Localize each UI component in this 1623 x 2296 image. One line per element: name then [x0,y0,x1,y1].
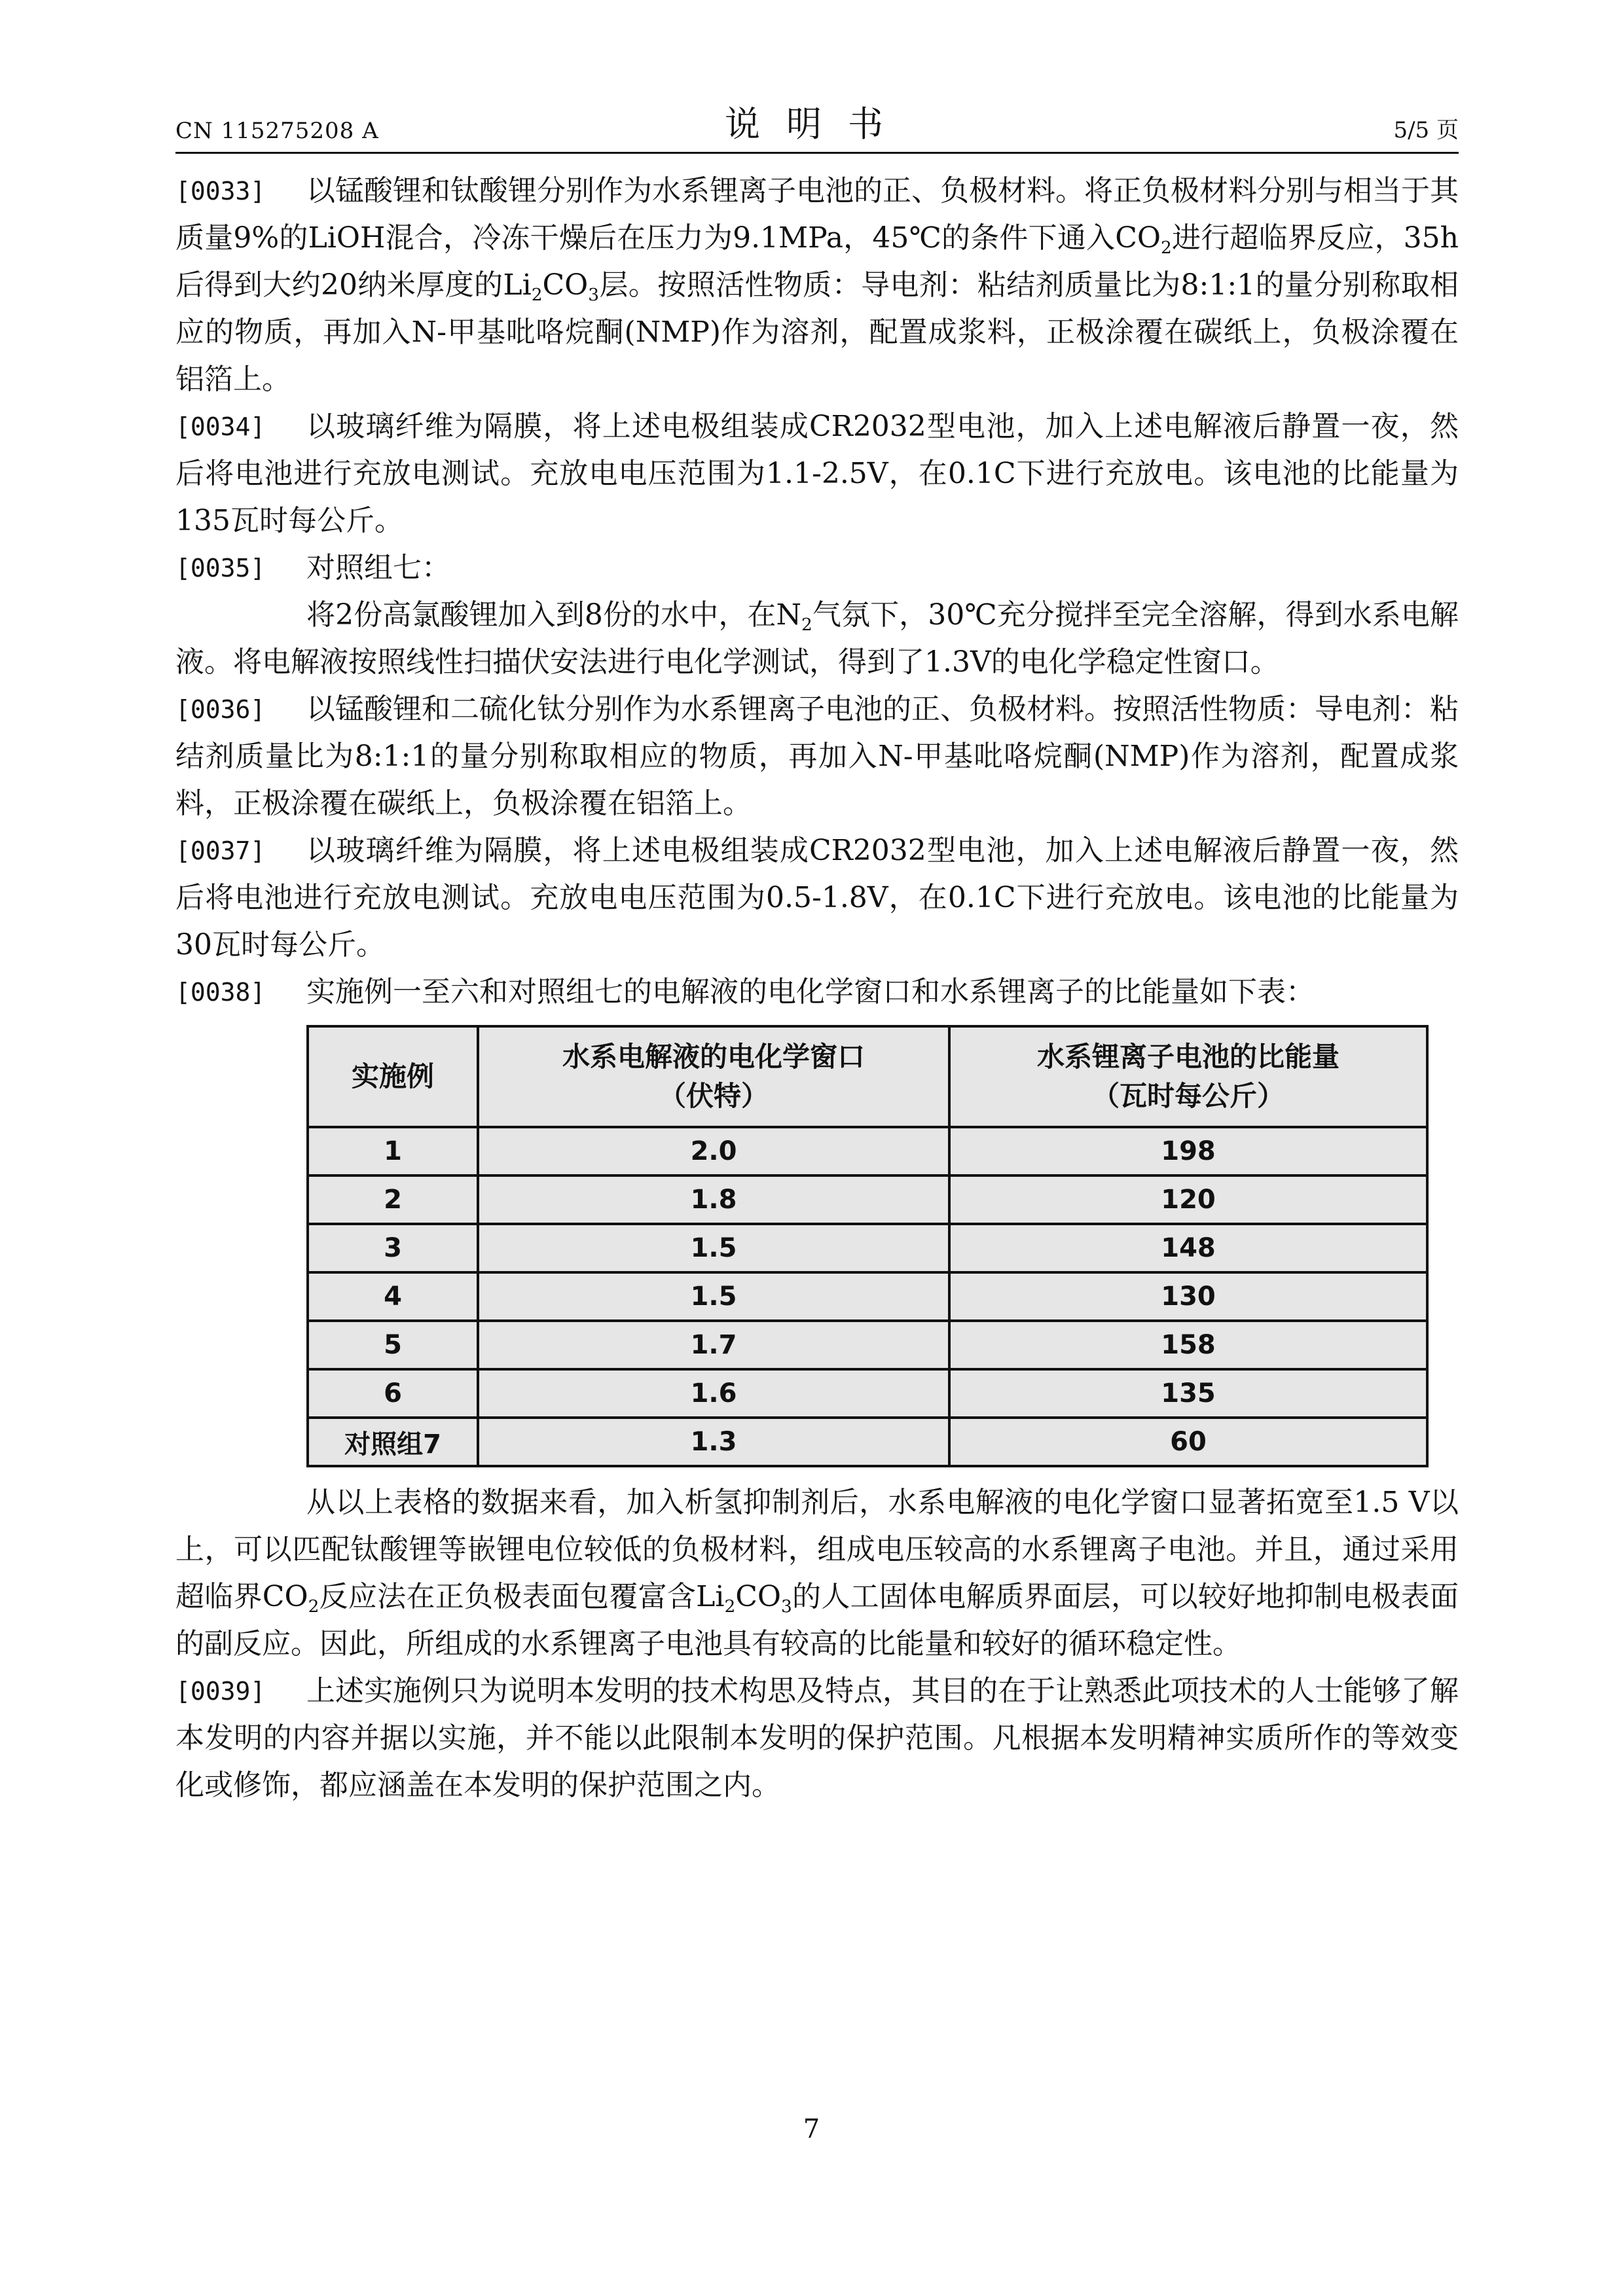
paragraph [175,592,1459,686]
paragraph-number: [0037] [175,836,266,865]
paragraph [175,686,1459,827]
table-row [308,1369,1427,1418]
paragraph [175,1479,1459,1668]
cell-example: 4 [308,1272,478,1321]
cell-energy: 198 [949,1127,1427,1175]
header-window: 水系电解液的电化学窗口 （伏特） [478,1026,949,1127]
paragraph-text [175,403,1459,545]
paragraph [175,969,1459,1016]
subscript: 2 [1161,238,1172,259]
cell-window: 1.5 [478,1272,949,1321]
text-run: 实施例一至六和对照组七的电解液的电化学窗口和水系锂离子的比能量如下表： [306,975,1315,1009]
text-run: CO [542,268,589,302]
text-run: 以锰酸锂和钛酸锂分别作为水系锂离子电池的正、负极材料。将正负极材料分别与相当于其质量9%的LiOH混合，冷冻干燥后在压力为9.1MPa，45℃的条件下通入CO [175,174,1459,255]
text-run: 的人工固体电解质界面层，可以较好地抑制电极表面的副反应。因此，所组成的水系锂离子电池具有较高的比能量和较好的循环稳定性。 [175,1580,1459,1660]
paragraph-number: [0039] [175,1677,266,1706]
header-rule [175,152,1459,154]
paragraph [175,403,1459,545]
text-run: 以锰酸锂和二硫化钛分别作为水系锂离子电池的正、负极材料。按照活性物质：导电剂：粘结剂质量比为8:1:1的量分别称取相应的物质，再加入N-甲基吡咯烷酮(NMP)作为溶剂，配置成浆料，正极涂覆在碳纸上，负极涂覆在铝箔上。 [175,692,1459,820]
paragraph-text [175,1668,1459,1809]
subscript: 2 [308,1596,319,1617]
cell-window: 1.7 [478,1321,949,1369]
cell-window: 1.8 [478,1175,949,1224]
subscript: 3 [780,1596,792,1617]
paragraph-text [175,545,1459,592]
table-row [308,1127,1427,1175]
cell-energy: 148 [949,1224,1427,1272]
cell-window: 1.3 [478,1418,949,1466]
text-run: 层。按照活性物质：导电剂：粘结剂质量比为8:1:1的量分别称取相应的物质，再加入N-甲基吡咯烷酮(NMP)作为溶剂，配置成浆料，正极涂覆在碳纸上，负极涂覆在铝箔上。 [175,268,1459,396]
paragraph-number: [0034] [175,412,266,441]
paragraph-number: [0035] [175,554,266,583]
subscript: 2 [801,615,812,636]
paragraph [175,545,1459,592]
paragraphs-before-table [175,168,1459,1016]
cell-example: 5 [308,1321,478,1369]
paragraph-number: [0033] [175,177,266,206]
document-body [175,168,1459,1809]
header-example: 实施例 [308,1026,478,1127]
paragraph-text [175,168,1459,403]
document-title: 说明书 [725,103,909,145]
table-header-row [308,1026,1427,1127]
paragraph-number: [0036] [175,695,266,724]
cell-window: 2.0 [478,1127,949,1175]
page-number: 7 [803,2114,820,2144]
paragraph-text [175,686,1459,827]
paragraph-text [175,592,1459,686]
table-row [308,1321,1427,1369]
cell-energy: 120 [949,1175,1427,1224]
subscript: 3 [588,285,600,306]
text-run: 从以上表格的数据来看，加入析氢抑制剂后，水系电解液的电化学窗口显著拓宽至1.5 V以上，可以匹配钛酸锂等嵌锂电位较低的负极材料，组成电压较高的水系锂离子电池。并且，通过采用超临界CO [175,1486,1459,1613]
page-indicator: 5/5 页 [1393,117,1459,143]
cell-example: 3 [308,1224,478,1272]
text-run: CO [735,1580,781,1613]
cell-example: 对照组7 [308,1418,478,1466]
patent-number: CN 115275208 A [175,118,379,144]
text-run: 对照组七： [306,551,450,584]
table-row [308,1418,1427,1466]
page-header [175,98,1459,149]
paragraph-text [175,969,1459,1016]
text-run: 气氛下，30℃充分搅拌至完全溶解，得到水系电解液。将电解液按照线性扫描伏安法进行电化学测试，得到了1.3V的电化学稳定性窗口。 [175,598,1459,679]
paragraph-text [175,1479,1459,1668]
cell-window: 1.5 [478,1224,949,1272]
table-row [308,1272,1427,1321]
results-table-wrap [306,1025,1426,1467]
subscript: 2 [531,285,543,306]
header-energy: 水系锂离子电池的比能量 （瓦时每公斤） [949,1026,1427,1127]
paragraphs-after-table [175,1479,1459,1809]
paragraph [175,168,1459,403]
text-run: 反应法在正负极表面包覆富含Li [319,1580,725,1613]
cell-energy: 60 [949,1418,1427,1466]
cell-energy: 135 [949,1369,1427,1418]
table-row [308,1175,1427,1224]
results-table [306,1025,1429,1467]
paragraph-text [175,827,1459,969]
text-run: 将2份高氯酸锂加入到8份的水中，在N [306,598,802,632]
paragraph [175,1668,1459,1809]
cell-energy: 158 [949,1321,1427,1369]
cell-example: 2 [308,1175,478,1224]
cell-window: 1.6 [478,1369,949,1418]
subscript: 2 [724,1596,736,1617]
paragraph [175,827,1459,969]
cell-example: 6 [308,1369,478,1418]
text-run: 进行超临界反应，35h后得到大约20纳米厚度的Li [175,221,1459,302]
text-run: 以玻璃纤维为隔膜，将上述电极组装成CR2032型电池，加入上述电解液后静置一夜，然后将电池进行充放电测试。充放电电压范围为0.5-1.8V，在0.1C下进行充放电。该电池的比能量为30瓦时每公斤。 [175,834,1459,961]
cell-example: 1 [308,1127,478,1175]
text-run: 上述实施例只为说明本发明的技术构思及特点，其目的在于让熟悉此项技术的人士能够了解本发明的内容并据以实施，并不能以此限制本发明的保护范围。凡根据本发明精神实质所作的等效变化或修饰，都应涵盖在本发明的保护范围之内。 [175,1674,1459,1802]
cell-energy: 130 [949,1272,1427,1321]
table-row [308,1224,1427,1272]
paragraph-number: [0038] [175,978,266,1007]
text-run: 以玻璃纤维为隔膜，将上述电极组装成CR2032型电池，加入上述电解液后静置一夜，然后将电池进行充放电测试。充放电电压范围为1.1-2.5V，在0.1C下进行充放电。该电池的比能量为135瓦时每公斤。 [175,410,1459,537]
